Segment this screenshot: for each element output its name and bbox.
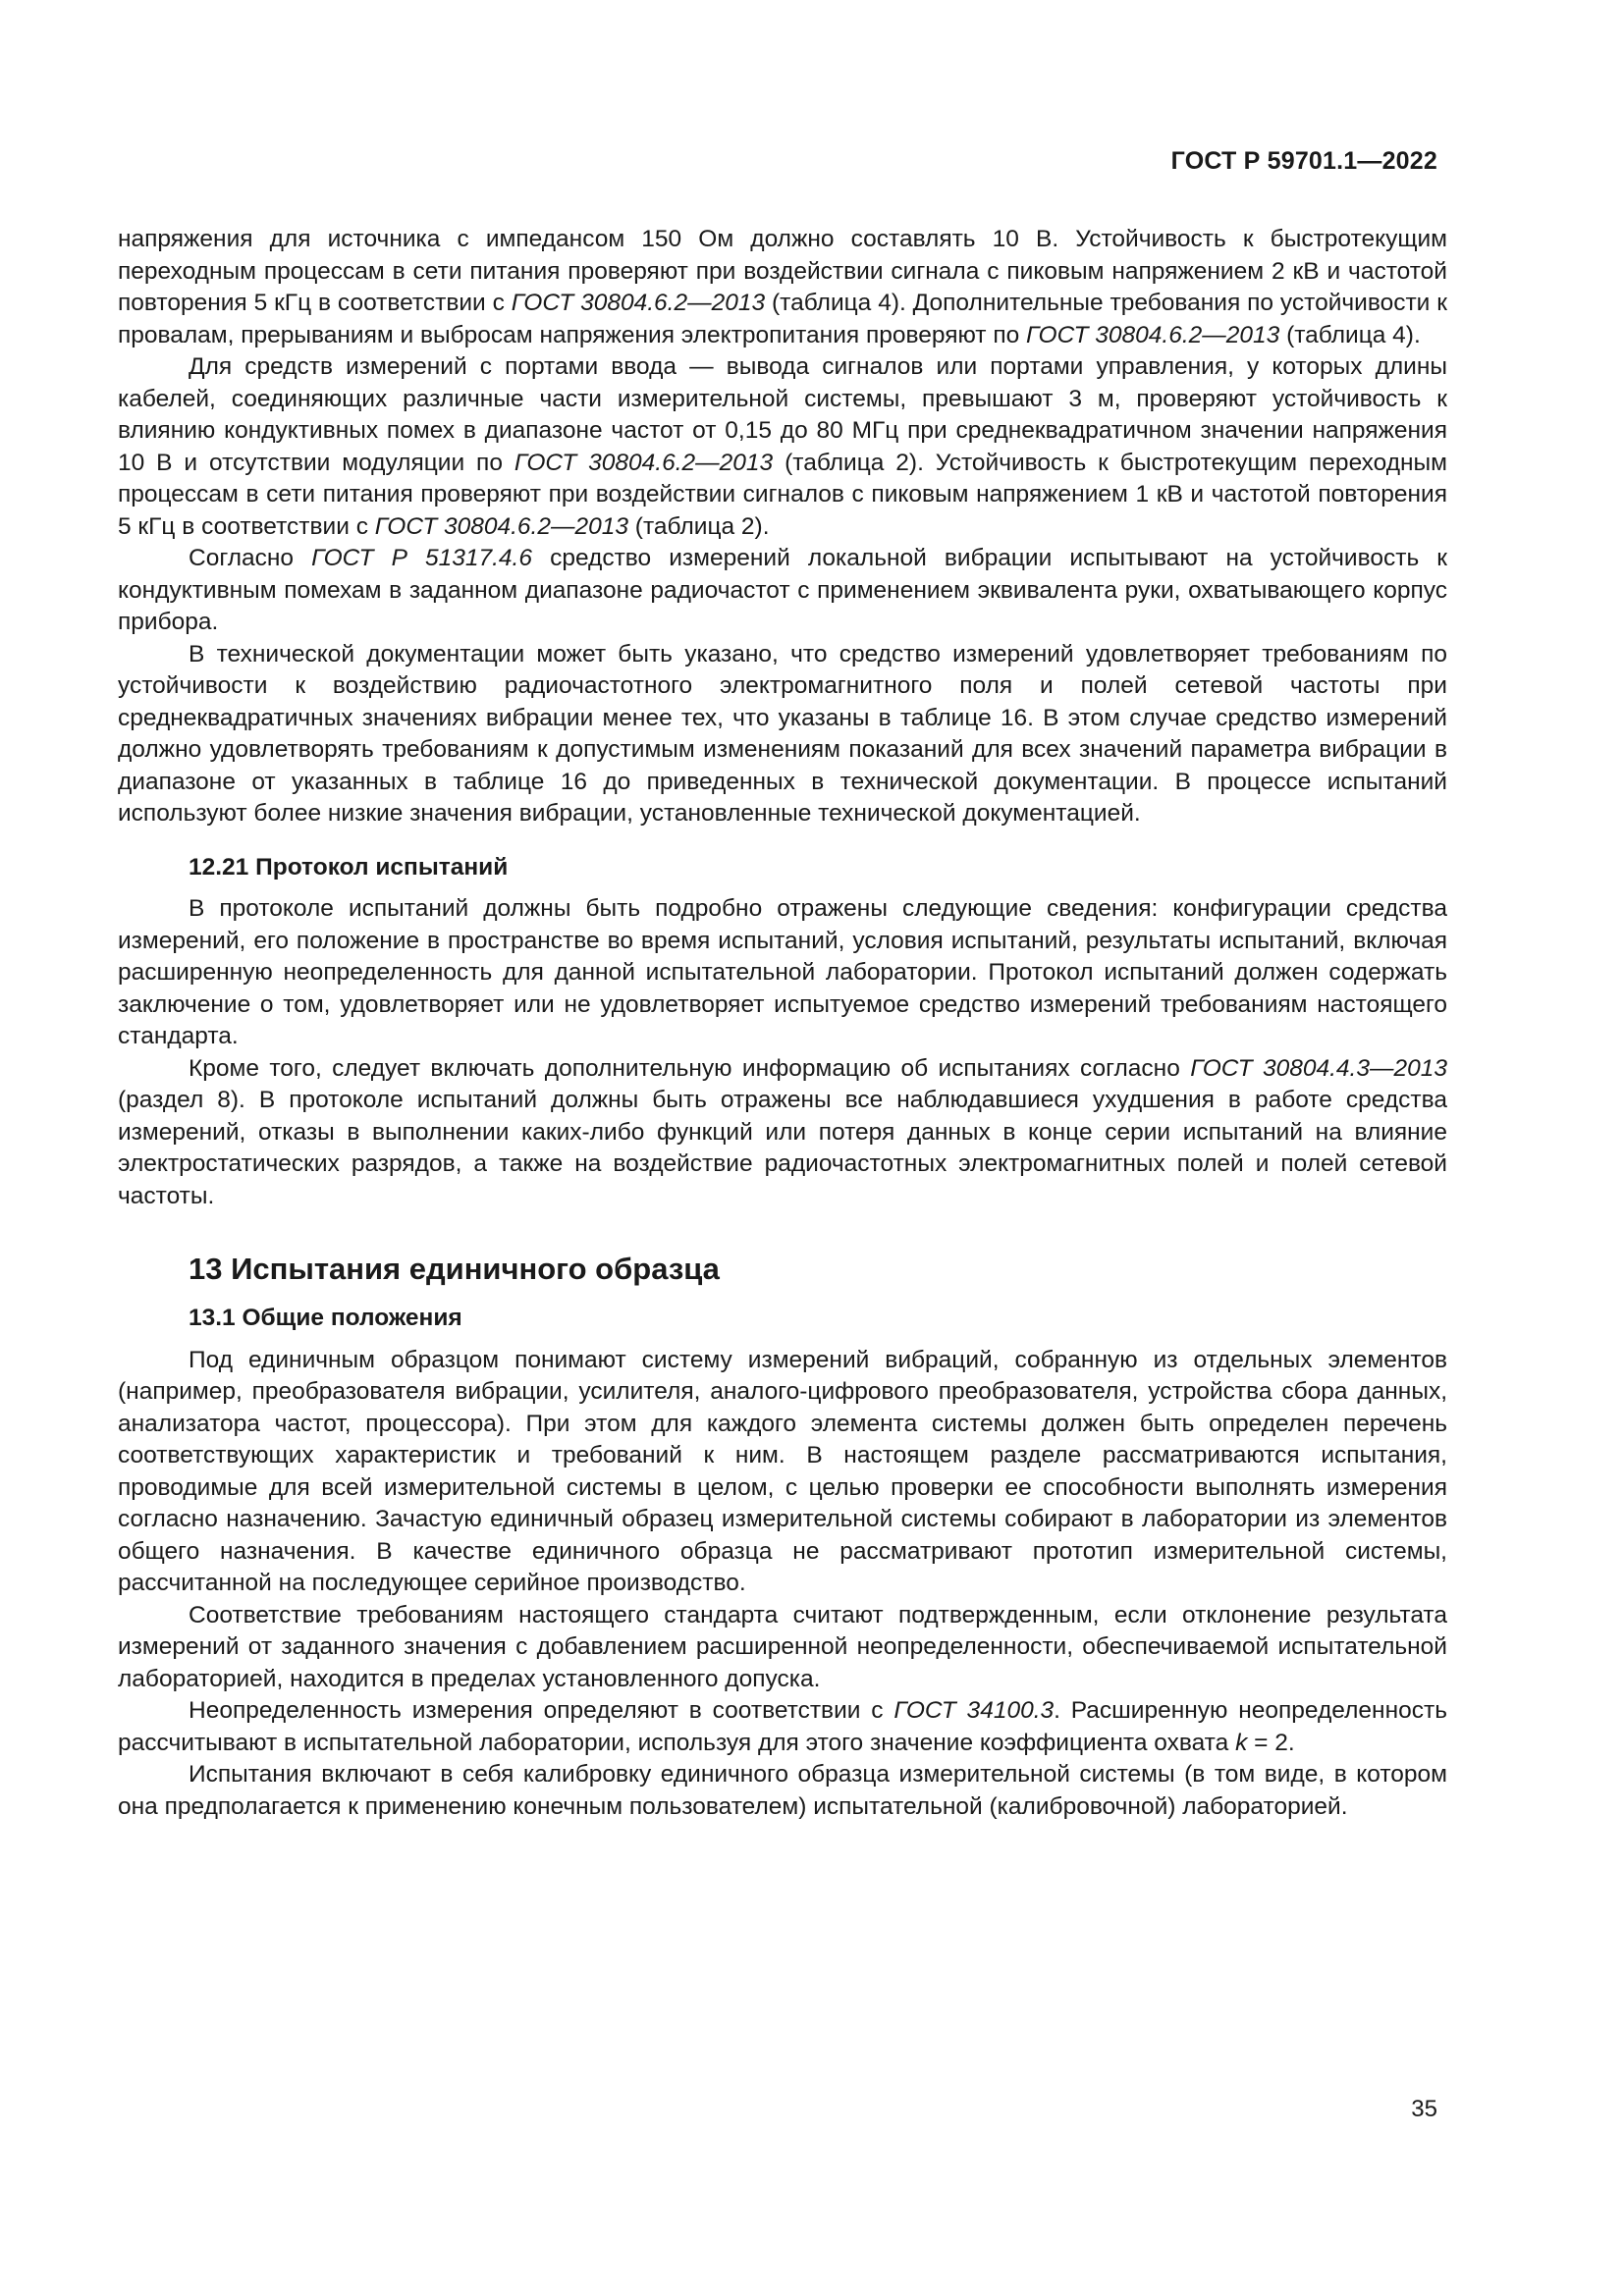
text-run: Неопределенность измерения определяют в соответствии с	[189, 1697, 894, 1724]
paragraph: Испытания включают в себя калибровку единичного образца измерительной системы (в том виде, в котором она предполагается к применению конечным пользователем) испытательной (калибровочной) лабораторией.	[118, 1761, 1447, 1820]
text-run: Кроме того, следует включать дополнительную информацию об испытаниях согласно	[189, 1054, 1191, 1082]
text-run: (раздел 8). В протоколе испытаний должны быть отражены все наблюдавшиеся ухудшения в работе средства измерений, отказы в выполнении каких-либо функций или потеря данных в конце серии испытаний на влияние электростатических разрядов, а также на воздействие радиочастотных электромагнитных полей и полей сетевой частоты.	[118, 1087, 1447, 1209]
standard-reference: ГОСТ 30804.6.2—2013	[374, 512, 628, 540]
paragraph-continued	[118, 224, 1447, 351]
document-header: ГОСТ Р 59701.1—2022	[1170, 147, 1437, 175]
text-run: . Расширенную неопределенность рассчитывают в испытательной лаборатории, используя для этого значение коэффициента охвата	[118, 1697, 1447, 1756]
text-run: = 2.	[1247, 1729, 1295, 1756]
standard-reference: ГОСТ 30804.6.2—2013	[511, 290, 766, 316]
standard-reference: ГОСТ Р 51317.4.6	[311, 545, 532, 571]
subsection-heading: 12.21 Протокол испытаний	[189, 853, 509, 881]
text-run: напряжения для источника с импедансом 150 Ом должно составлять 10 В. Устойчивость к быстротекущим переходным процессам в сети питания проверяют при воздействии сигнала с пиковым напряжением 2 кВ и частотой повторения 5 кГц в соответствии с	[118, 226, 1447, 316]
standard-reference: ГОСТ 30804.6.2—2013	[1026, 321, 1280, 348]
standard-reference: ГОСТ 30804.4.3—2013	[1190, 1054, 1447, 1082]
paragraph	[118, 1695, 1447, 1759]
page-number: 35	[1411, 2096, 1437, 2122]
text-run: (таблица 2). Устойчивость к быстротекущим переходным процессам в сети питания проверяют при воздействии сигналов с пиковым напряжением 1 кВ и частотой повторения 5 кГц в соответствии с	[118, 449, 1447, 540]
standard-reference: ГОСТ 30804.6.2—2013	[514, 449, 774, 476]
standard-reference: ГОСТ 34100.3	[893, 1697, 1055, 1724]
paragraph: Соответствие требованиям настоящего стандарта считают подтвержденным, если отклонение результата измерений от заданного значения с добавлением расширенной неопределенности, обеспечиваемой испытательной лабораторией, находится в пределах установленного допуска.	[118, 1601, 1447, 1692]
subsection-heading: 13.1 Общие положения	[189, 1305, 462, 1331]
paragraph	[118, 543, 1447, 639]
paragraph	[118, 1053, 1447, 1213]
paragraph	[118, 351, 1447, 543]
section-heading: 13 Испытания единичного образца	[189, 1252, 720, 1286]
text-run: (таблица 2).	[628, 512, 770, 540]
text-run: Согласно	[189, 545, 312, 571]
text-run: средство измерений локальной вибрации испытывают на устойчивость к кондуктивным помехам в заданном диапазоне радиочастот с применением эквивалента руки, охватывающего корпус прибора.	[118, 545, 1447, 635]
text-run: (таблица 4).	[1279, 321, 1421, 348]
paragraph: Под единичным образцом понимают систему измерений вибраций, собранную из отдельных элементов (например, преобразователя вибрации, усилителя, аналого-цифрового преобразователя, устройства сбора данных, анализатора частот, процессора). При этом для каждого элемента системы должен быть определен перечень соответствующих характеристик и требований к ним. В настоящем разделе рассматриваются испытания, проводимые для всей измерительной системы в целом, с целью проверки ее способности выполнять измерения согласно назначению. Зачастую единичный образец измерительной системы собирают в лаборатории из элементов общего назначения. В качестве единичного образца не рассматривают прототип измерительной системы, рассчитанной на последующее серийное производство.	[118, 1346, 1447, 1596]
variable: k	[1235, 1729, 1248, 1756]
paragraph: В технической документации может быть указано, что средство измерений удовлетворяет требованиям по устойчивости к воздействию радиочастотного электромагнитного поля и полей сетевой частоты при среднеквадратичных значениях вибрации менее тех, что указаны в таблице 16. В этом случае средство измерений должно удовлетворять требованиям к допустимым изменениям показаний для всех значений параметра вибрации в диапазоне от указанных в таблице 16 до приведенных в технической документации. В процессе испытаний используют более низкие значения вибрации, установленные технической документацией.	[118, 640, 1447, 827]
paragraph: В протоколе испытаний должны быть подробно отражены следующие сведения: конфигурации средства измерений, его положение в пространстве во время испытаний, условия испытаний, результаты испытаний, включая расширенную неопределенность для данной испытательной лаборатории. Протокол испытаний должен содержать заключение о том, удовлетворяет или не удовлетворяет испытуемое средство измерений требованиям настоящего стандарта.	[118, 895, 1447, 1049]
text-run: (таблица 4). Дополнительные требования по устойчивости к провалам, прерываниям и выбросам напряжения электропитания проверяют по	[118, 290, 1447, 348]
text-run: Для средств измерений с портами ввода — вывода сигналов или портами управления, у которых длины кабелей, соединяющих различные части измерительной системы, превышают 3 м, проверяют устойчивость к влиянию кондуктивных помех в диапазоне частот от 0,15 до 80 МГц при среднеквадратичном значении напряжения 10 В и отсутствии модуляции по	[118, 353, 1447, 476]
document-body	[118, 224, 1447, 1823]
